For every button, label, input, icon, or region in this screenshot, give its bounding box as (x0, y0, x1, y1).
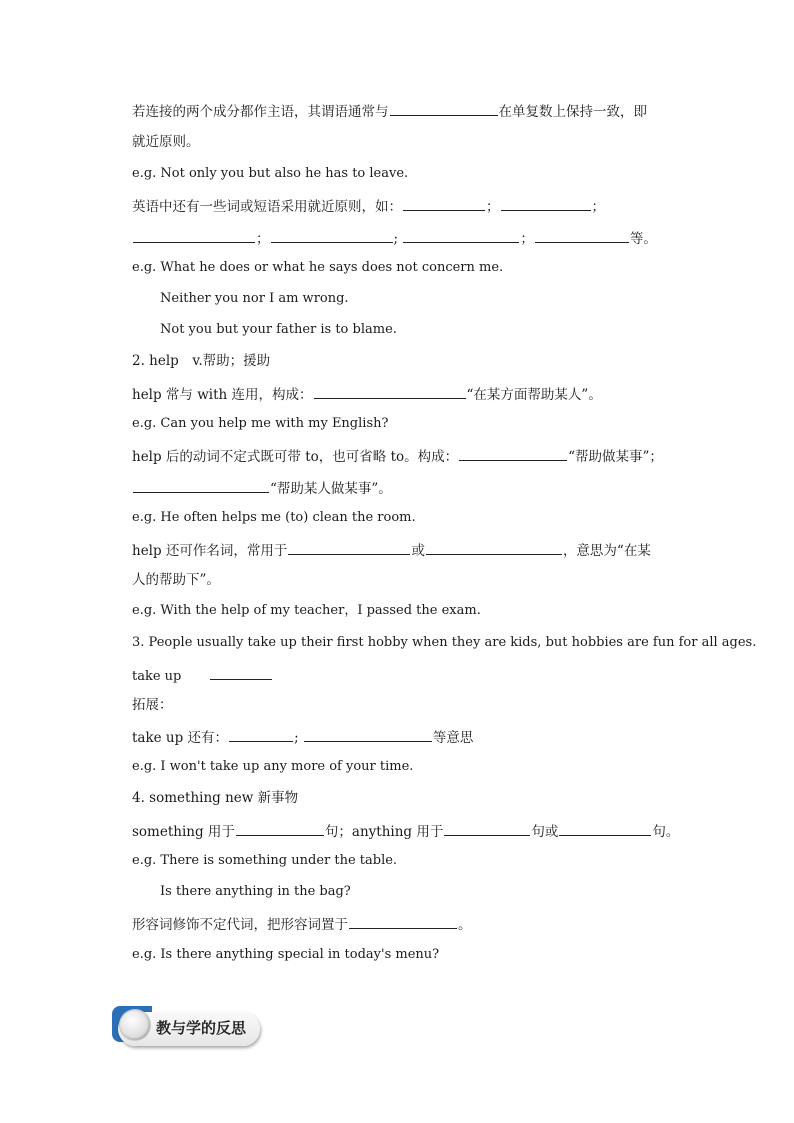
fill-blank[interactable] (236, 821, 324, 836)
text-line: “帮助某人做某事”。 (132, 478, 392, 498)
example-line: e.g. Can you help me with my English? (132, 416, 389, 431)
fill-blank[interactable] (314, 384, 466, 399)
example-line: e.g. Is there anything special in today's menu? (132, 947, 440, 962)
fill-blank[interactable] (501, 196, 591, 211)
fill-blank[interactable] (288, 540, 410, 555)
fill-blank[interactable] (444, 821, 530, 836)
text-line: help 后的动词不定式既可带 to，也可省略 to。构成： “帮助做某事”； (132, 446, 663, 466)
fill-blank[interactable] (304, 727, 432, 742)
fill-blank[interactable] (535, 228, 629, 243)
fill-blank[interactable] (271, 228, 393, 243)
fill-blank[interactable] (459, 446, 567, 461)
fill-blank[interactable] (426, 540, 562, 555)
fill-blank[interactable] (229, 727, 293, 742)
fill-blank[interactable] (403, 196, 485, 211)
section-heading: 4. something new 新事物 (132, 790, 299, 806)
text-line: 若连接的两个成分都作主语，其谓语通常与 在单复数上保持一致，即 (132, 101, 647, 121)
fill-blank[interactable] (390, 101, 498, 116)
fill-blank[interactable] (349, 914, 457, 929)
example-line: Is there anything in the bag? (160, 884, 351, 899)
text-line: 就近原则。 (132, 134, 200, 150)
section-heading: 2. help v.帮助；援助 (132, 353, 271, 369)
section-badge (112, 1006, 262, 1046)
example-line: e.g. With the help of my teacher，I passed the exam. (132, 603, 481, 618)
example-line: e.g. He often helps me (to) clean the room. (132, 510, 416, 525)
badge-label: 教与学的反思 (156, 1019, 247, 1037)
fill-blank[interactable] (210, 665, 272, 680)
text-line: 人的帮助下”。 (132, 572, 220, 588)
badge-circle-icon (120, 1010, 150, 1040)
fill-blank[interactable] (403, 228, 519, 243)
section-heading: 3. People usually take up their first hobby when they are kids, but hobbies are fun for all ages. (132, 635, 757, 650)
text-line: take up 还有： ; 等意思 (132, 727, 473, 747)
example-line: e.g. There is something under the table. (132, 853, 398, 868)
text-line: 形容词修饰不定代词，把形容词置于 。 (132, 914, 472, 934)
text-line: take up (132, 665, 273, 686)
text-line: help 还可作名词，常用于 或 ，意思为“在某 (132, 540, 651, 560)
fill-blank[interactable] (559, 821, 651, 836)
example-line: e.g. I won't take up any more of your time. (132, 759, 414, 774)
example-line: e.g. What he does or what he says does not concern me. (132, 260, 504, 275)
text-line: help 常与 with 连用，构成： “在某方面帮助某人”。 (132, 384, 602, 404)
example-line: Neither you nor I am wrong. (160, 291, 349, 306)
fill-blank[interactable] (133, 228, 255, 243)
fill-blank[interactable] (133, 478, 269, 493)
text-line: 拓展： (132, 697, 173, 713)
example-line: e.g. Not only you but also he has to leave. (132, 166, 409, 181)
text-line: 英语中还有一些词或短语采用就近原则，如： ； ； (132, 196, 605, 216)
text-line: ； ; ； 等。 (132, 228, 657, 248)
example-line: Not you but your father is to blame. (160, 322, 397, 337)
text-line: something 用于 句；anything 用于 句或 句。 (132, 821, 679, 841)
